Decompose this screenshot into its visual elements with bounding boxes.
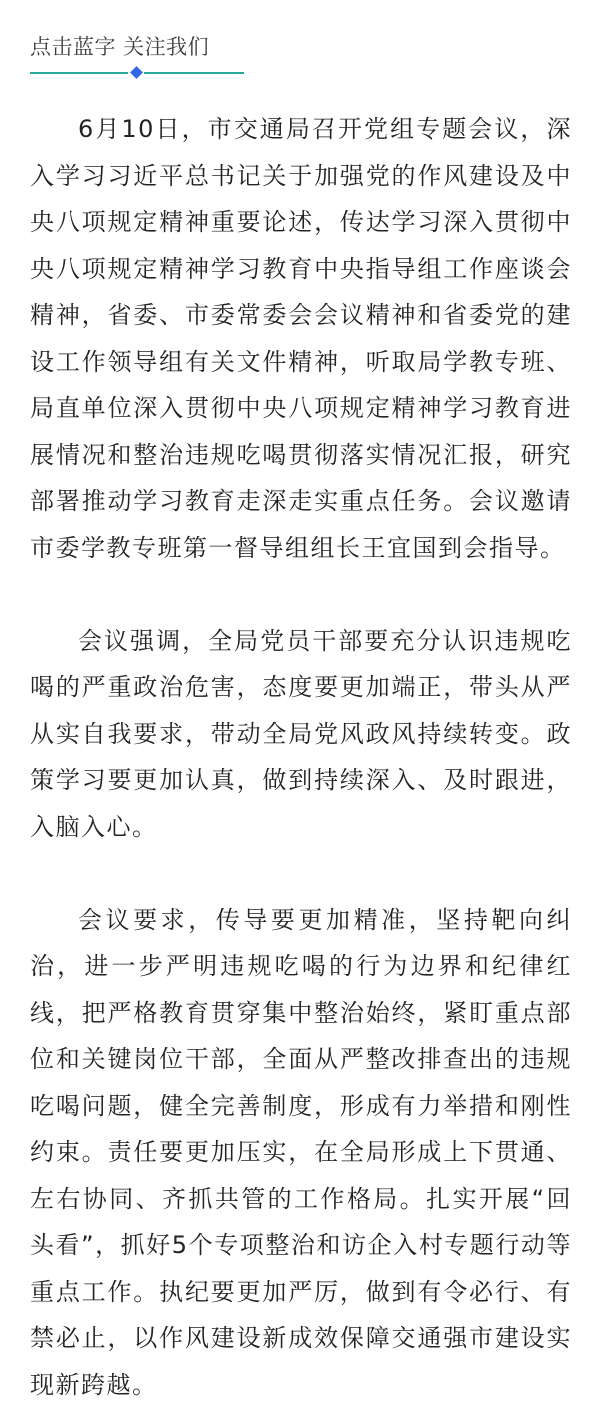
follow-header — [30, 32, 244, 80]
article-paragraph-3: 会议要求，传导要更加精准，坚持靶向纠治，进一步严明违规吃喝的行为边界和纪律红线，把严格教育贯穿集中整治始终，紧盯重点部位和关键岗位干部，全面从严整改排查出的违规吃喝问题，健全完善制度，形成有力举措和刚性约束。责任要更加压实，在全局形成上下贯通、左右协同、齐抓共管的工作格局。扎实开展“回头看”，抓好5个专项整治和访企入村专题行动等重点工作。执纪要更加严厉，做到有令必行、有禁必止，以作风建设新成效保障交通强市建设实现新跨越。 — [30, 905, 572, 1399]
article-paragraph-2: 会议强调，全局党员干部要充分认识违规吃喝的严重政治危害，态度要更加端正，带头从严从实自我要求，带动全局党风政风持续转变。政策学习要更加认真，做到持续深入、及时跟进，入脑入心。 — [30, 626, 572, 841]
article-paragraph-1: 6月10日，市交通局召开党组专题会议，深入学习习近平总书记关于加强党的作风建设及中央八项规定精神重要论述，传达学习深入贯彻中央八项规定精神学习教育中央指导组工作座谈会精神，省委、市委常委会会议精神和省委党的建设工作领导组有关文件精神，听取局学教专班、局直单位深入贯彻中央八项规定精神学习教育进展情况和整治违规吃喝贯彻落实情况汇报，研究部署推动学习教育走深走实重点任务。会议邀请市委学教专班第一督导组组长王宜国到会指导。 — [30, 115, 572, 562]
divider-line-right — [144, 72, 244, 74]
follow-title[interactable]: 点击蓝字 关注我们 — [30, 35, 210, 59]
header-divider — [30, 66, 244, 80]
diamond-icon — [130, 66, 143, 79]
article-body — [30, 106, 572, 1408]
divider-line-left — [30, 72, 128, 74]
